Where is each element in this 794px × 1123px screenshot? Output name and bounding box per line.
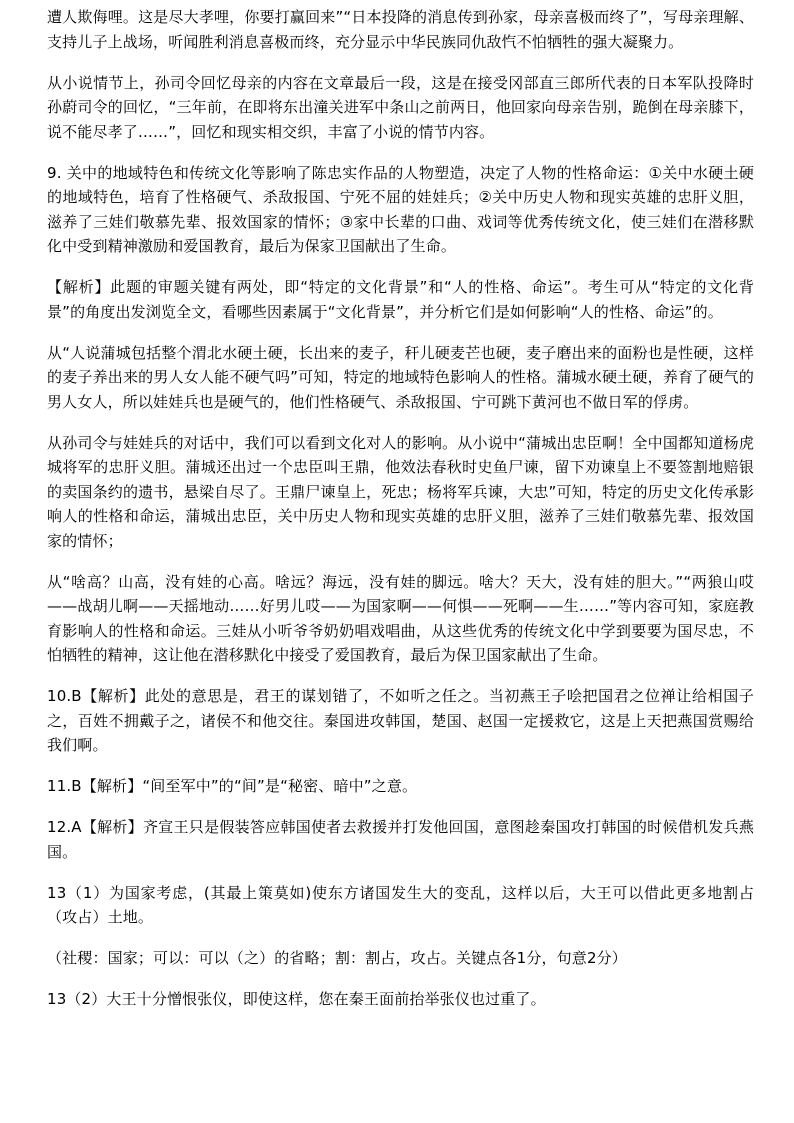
answer-11: 11.B【解析】“间至军中”的“间”是“秘密、暗中”之意。 — [47, 777, 418, 795]
answer-13-1-scoring: （社稷：国家；可以：可以（之）的省略；割：割占，攻占。关键点各1分，句意2分） — [47, 949, 627, 967]
answer-9: 9. 关中的地域特色和传统文化等影响了陈忠实作品的人物塑造，决定了人物的性格命运：①关中水硬土硬的地域特色，培育了性格硬气、杀敌报国、宁死不屈的娃娃兵；②关中历史人物和现实英雄的忠肝义胆，滋养了三娃们敬慕先辈、报效国家的情怀；③家中长辈的口曲、戏词等优秀传统文化，使三娃们在潜移默化中受到精神激励和爱国教育，最后为保家卫国献出了生命。 — [47, 163, 754, 255]
analysis-9-regional: 从“人说蒲城包括整个渭北水硬土硬，长出来的麦子，秆儿硬麦芒也硬，麦子磨出来的面粉也是性硬，这样的麦子养出来的男人女人能不硬气吗”可知，特定的地域特色影响人的性格。蒲城水硬土硬，养育了硬气的男人女人，所以娃娃兵也是硬气的，他们性格硬气、杀敌报国、宁可跳下黄河也不做日军的俘虏。 — [47, 343, 754, 411]
answer-13-2: 13（2）大王十分憎恨张仪，即使这样，您在秦王面前抬举张仪也过重了。 — [47, 990, 546, 1008]
answer-12: 12.A【解析】齐宣王只是假装答应韩国使者去救援并打发他回国，意图趁秦国攻打韩国的时候借机发兵燕国。 — [47, 818, 754, 861]
analysis-9-intro: 【解析】此题的审题关键有两处，即“特定的文化背景”和“人的性格、命运”。考生可从“特定的文化背景”的角度出发浏览全文，看哪些因素属于“文化背景”，并分析它们是如何影响“人的性格、命运”的。 — [47, 278, 754, 321]
analysis-9-historical: 从孙司令与娃娃兵的对话中，我们可以看到文化对人的影响。从小说中“蒲城出忠臣啊！全中国都知道杨虎城将军的忠肝义胆。蒲城还出过一个忠臣叫王鼎，他效法春秋时史鱼尸谏，留下劝谏皇上不要签割地赔银的卖国条约的遗书，悬梁自尽了。王鼎尸谏皇上，死忠；杨将军兵谏，大忠”可知，特定的历史文化传承影响人的性格和命运，蒲城出忠臣，关中历史人物和现实英雄的忠肝义胆，滋养了三娃们敬慕先辈、报效国家的情怀； — [47, 433, 754, 550]
analysis-9-family: 从“啥高？山高，没有娃的心高。啥远？海远，没有娃的脚远。啥大？天大，没有娃的胆大。”“两狼山哎——战胡儿啊——天摇地动……好男儿哎——为国家啊——何惧——死啊——生……”等内容可知，家庭教育影响人的性格和命运。三娃从小听爷爷奶奶唱戏唱曲，从这些优秀的传统文化中学到要要为国尽忠，不怕牺牲的精神，这让他在潜移默化中接受了爱国教育，最后为保卫国家献出了生命。 — [47, 572, 754, 664]
paragraph-mother-ending: 遭人欺侮哩。这是尽大孝哩，你要打赢回来”“日本投降的消息传到孙家，母亲喜极而终了”，写母亲理解、支持儿子上战场，听闻胜利消息喜极而终，充分显示中华民族同仇敌忾不怕牺牲的强大凝聚力。 — [47, 8, 754, 51]
answer-13-1: 13（1）为国家考虑，(其最上策莫如)使东方诸国发生大的变乱，这样以后，大王可以借此更多地割占（攻占）土地。 — [47, 883, 754, 926]
answer-10: 10.B【解析】此处的意思是，君王的谋划错了，不如听之任之。当初燕王子哙把国君之位禅让给相国子之，百姓不拥戴子之，诸侯不和他交往。秦国进攻韩国，楚国、赵国一定援救它，这是上天把燕国赏赐给我们啊。 — [47, 687, 754, 754]
paragraph-plot-analysis: 从小说情节上，孙司令回忆母亲的内容在文章最后一段，这是在接受冈部直三郎所代表的日本军队投降时孙蔚司令的回忆，“三年前，在即将东出潼关进军中条山之前两日，他回家向母亲告别，跪倒在母亲膝下，说不能尽孝了……”，回忆和现实相交织，丰富了小说的情节内容。 — [47, 73, 754, 141]
